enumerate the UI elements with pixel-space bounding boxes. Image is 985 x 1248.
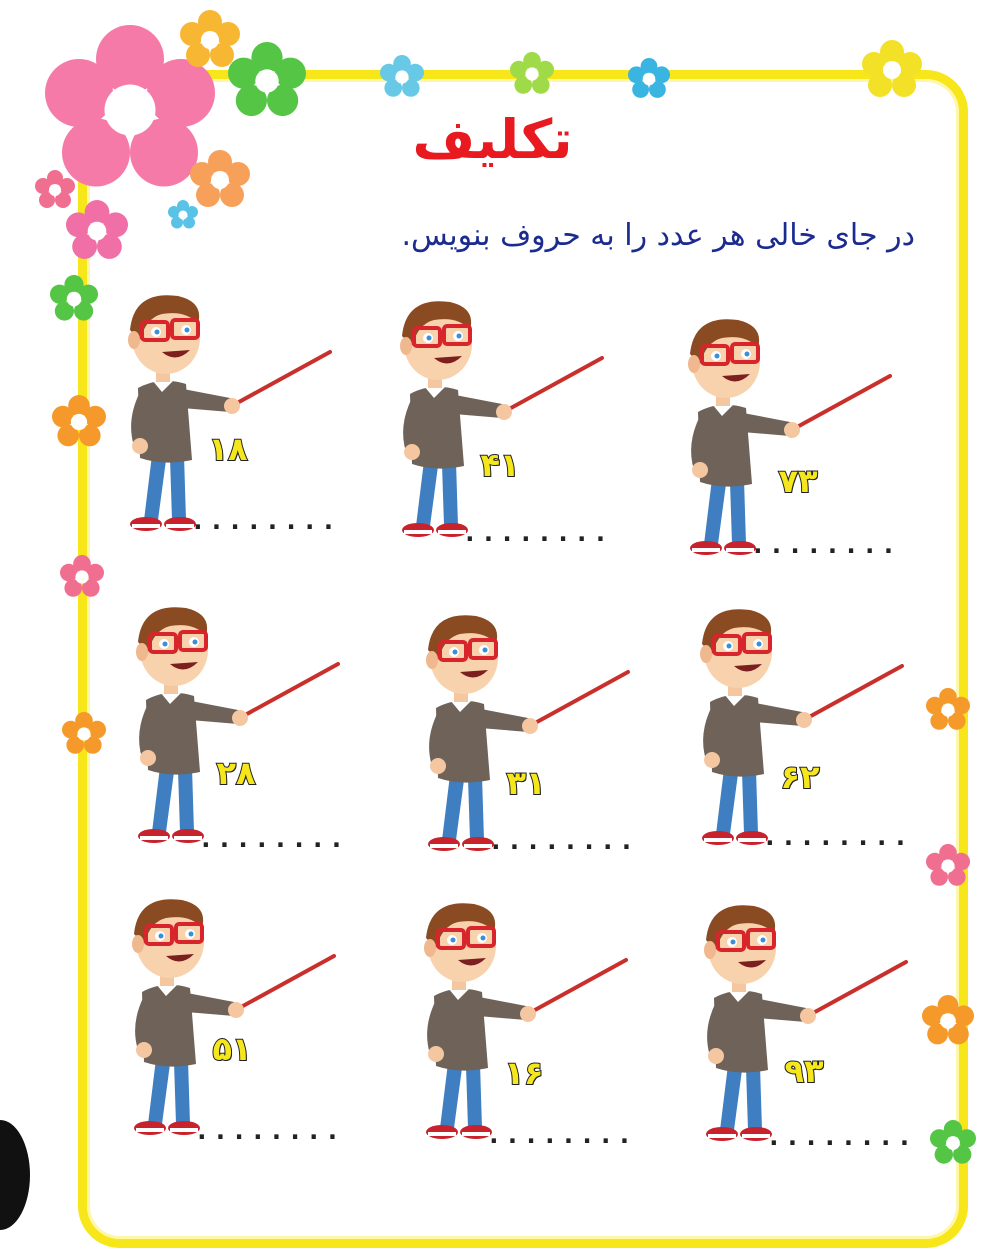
flower-icon xyxy=(52,395,106,449)
teacher-pointing-icon xyxy=(108,592,348,852)
exercise-card xyxy=(672,594,932,864)
teacher-pointing-icon xyxy=(396,888,636,1148)
flower-icon xyxy=(62,712,106,756)
instruction-text: در جای خالی هر عدد را به حروف بنویس. xyxy=(401,218,915,253)
number-label: ۹۳ xyxy=(784,1052,824,1090)
answer-blank[interactable]: ........ xyxy=(198,824,348,854)
number-label: ۱۸ xyxy=(208,430,248,468)
teacher-pointing-icon xyxy=(398,600,638,860)
flower-icon xyxy=(180,10,240,70)
teacher-pointing-icon xyxy=(100,280,340,540)
number-label: ۷۳ xyxy=(778,462,818,500)
page-title: تکلیف xyxy=(412,108,573,171)
answer-blank[interactable]: ........ xyxy=(750,530,900,560)
teacher-pointing-icon xyxy=(372,286,612,546)
answer-blank[interactable]: ........ xyxy=(190,506,340,536)
exercise-card xyxy=(104,884,364,1154)
number-label: ۳۱ xyxy=(506,764,546,802)
flower-icon xyxy=(930,1120,976,1166)
answer-blank[interactable]: ........ xyxy=(488,826,638,856)
flower-icon xyxy=(862,40,922,100)
answer-blank[interactable]: ........ xyxy=(462,518,612,548)
teacher-pointing-icon xyxy=(104,884,344,1144)
flower-icon xyxy=(168,200,198,230)
flower-icon xyxy=(380,55,424,99)
exercise-card xyxy=(398,600,658,870)
exercise-card xyxy=(396,888,656,1158)
answer-blank[interactable]: ........ xyxy=(194,1116,344,1146)
flower-icon xyxy=(926,844,970,888)
flower-icon xyxy=(628,58,670,100)
teacher-pointing-icon xyxy=(672,594,912,854)
answer-blank[interactable]: ........ xyxy=(766,1122,916,1152)
flower-icon xyxy=(510,52,554,96)
exercise-card xyxy=(676,890,936,1160)
number-label: ۱۶ xyxy=(504,1054,544,1092)
exercise-card xyxy=(660,304,920,574)
exercise-card xyxy=(108,592,368,862)
corner-shape xyxy=(0,1120,30,1230)
number-label: ۴۱ xyxy=(480,446,520,484)
exercise-card xyxy=(100,280,360,550)
teacher-pointing-icon xyxy=(676,890,916,1150)
flower-icon xyxy=(60,555,104,599)
answer-blank[interactable]: ........ xyxy=(762,822,912,852)
exercise-card xyxy=(372,286,632,556)
number-label: ۲۸ xyxy=(216,754,256,792)
flower-icon xyxy=(50,275,98,323)
number-label: ۶۲ xyxy=(780,758,820,796)
flower-icon xyxy=(926,688,970,732)
teacher-pointing-icon xyxy=(660,304,900,564)
number-label: ۵۱ xyxy=(212,1030,252,1068)
flower-icon xyxy=(66,200,128,262)
answer-blank[interactable]: ........ xyxy=(486,1120,636,1150)
